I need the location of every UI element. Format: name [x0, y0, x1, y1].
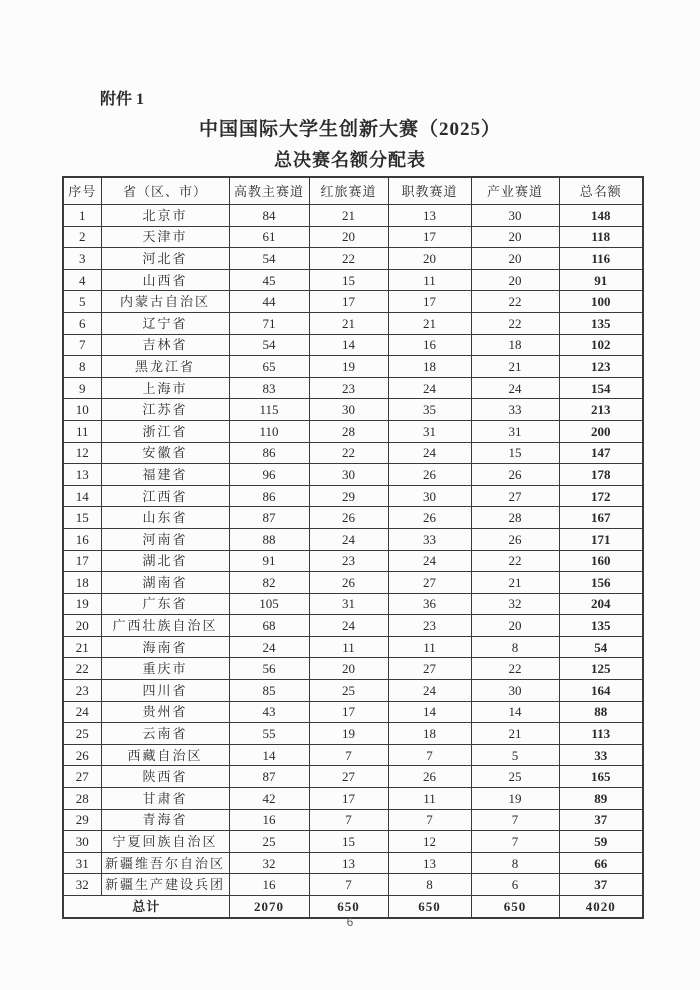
table-cell-index: 7 — [63, 334, 101, 356]
table-cell-total: 37 — [559, 809, 643, 831]
table-row — [63, 507, 643, 529]
table-cell-index: 1 — [63, 205, 101, 227]
table-cell-gaojiao: 25 — [229, 831, 309, 853]
table-cell-honglv: 24 — [309, 615, 388, 637]
table-cell-zhijiao: 30 — [388, 485, 471, 507]
table-cell-zhijiao: 17 — [388, 226, 471, 248]
table-cell-gaojiao: 55 — [229, 723, 309, 745]
table-cell-honglv: 25 — [309, 680, 388, 702]
table-row — [63, 528, 643, 550]
table-cell-honglv: 13 — [309, 852, 388, 874]
table-cell-zhijiao: 31 — [388, 420, 471, 442]
table-cell-zhijiao: 18 — [388, 356, 471, 378]
col-header-province: 省（区、市） — [101, 177, 229, 205]
table-cell-chanye: 33 — [471, 399, 559, 421]
table-row — [63, 334, 643, 356]
table-cell-zhijiao: 27 — [388, 572, 471, 594]
table-row — [63, 680, 643, 702]
table-cell-honglv: 23 — [309, 377, 388, 399]
table-cell-index: 25 — [63, 723, 101, 745]
table-cell-index: 23 — [63, 680, 101, 702]
table-cell-total: 135 — [559, 615, 643, 637]
col-header-index: 序号 — [63, 177, 101, 205]
table-cell-index: 19 — [63, 593, 101, 615]
table-cell-gaojiao: 32 — [229, 852, 309, 874]
table-cell-zhijiao: 12 — [388, 831, 471, 853]
table-cell-honglv: 20 — [309, 658, 388, 680]
table-cell-index: 11 — [63, 420, 101, 442]
table-cell-honglv: 19 — [309, 356, 388, 378]
table-cell-zhijiao: 26 — [388, 507, 471, 529]
table-cell-zhijiao: 33 — [388, 528, 471, 550]
table-cell-total: 88 — [559, 701, 643, 723]
table-cell-zhijiao: 20 — [388, 248, 471, 270]
table-row — [63, 312, 643, 334]
table-cell-zhijiao: 24 — [388, 680, 471, 702]
table-cell-province: 辽宁省 — [101, 312, 229, 334]
table-cell-chanye: 8 — [471, 636, 559, 658]
table-cell-gaojiao: 45 — [229, 269, 309, 291]
document-title: 中国国际大学生创新大赛（2025） — [198, 119, 501, 140]
table-row — [63, 615, 643, 637]
table-cell-province: 重庆市 — [101, 658, 229, 680]
table-cell-gaojiao: 110 — [229, 420, 309, 442]
table-cell-gaojiao: 24 — [229, 636, 309, 658]
table-cell-province: 广西壮族自治区 — [101, 615, 229, 637]
table-cell-honglv: 17 — [309, 291, 388, 313]
table-cell-gaojiao: 42 — [229, 788, 309, 810]
table-cell-province: 北京市 — [101, 205, 229, 227]
table-cell-gaojiao: 115 — [229, 399, 309, 421]
table-cell-honglv: 28 — [309, 420, 388, 442]
table-cell-index: 20 — [63, 615, 101, 637]
table-cell-gaojiao: 56 — [229, 658, 309, 680]
table-cell-province: 湖南省 — [101, 572, 229, 594]
table-row — [63, 744, 643, 766]
table-cell-gaojiao: 84 — [229, 205, 309, 227]
col-header-honglv: 红旅赛道 — [309, 177, 388, 205]
table-cell-index: 4 — [63, 269, 101, 291]
table-cell-total: 204 — [559, 593, 643, 615]
table-cell-province: 海南省 — [101, 636, 229, 658]
table-cell-gaojiao: 86 — [229, 485, 309, 507]
table-row — [63, 356, 643, 378]
table-cell-zhijiao: 26 — [388, 766, 471, 788]
table-row — [63, 269, 643, 291]
table-cell-gaojiao: 43 — [229, 701, 309, 723]
table-cell-chanye: 21 — [471, 356, 559, 378]
table-cell-chanye: 7 — [471, 831, 559, 853]
table-cell-province: 天津市 — [101, 226, 229, 248]
total-overall: 4020 — [559, 896, 643, 918]
table-cell-total: 156 — [559, 572, 643, 594]
table-cell-index: 14 — [63, 485, 101, 507]
table-cell-chanye: 21 — [471, 723, 559, 745]
table-cell-index: 18 — [63, 572, 101, 594]
table-cell-total: 118 — [559, 226, 643, 248]
table-cell-province: 福建省 — [101, 464, 229, 486]
table-row — [63, 809, 643, 831]
table-cell-gaojiao: 85 — [229, 680, 309, 702]
table-cell-total: 165 — [559, 766, 643, 788]
table-cell-province: 新疆生产建设兵团 — [101, 874, 229, 896]
table-cell-chanye: 18 — [471, 334, 559, 356]
table-header-row — [63, 177, 643, 205]
table-cell-chanye: 31 — [471, 420, 559, 442]
table-cell-index: 22 — [63, 658, 101, 680]
table-cell-index: 17 — [63, 550, 101, 572]
table-cell-gaojiao: 86 — [229, 442, 309, 464]
table-cell-gaojiao: 83 — [229, 377, 309, 399]
table-cell-chanye: 14 — [471, 701, 559, 723]
table-cell-total: 200 — [559, 420, 643, 442]
table-cell-chanye: 7 — [471, 809, 559, 831]
table-cell-zhijiao: 17 — [388, 291, 471, 313]
table-cell-chanye: 24 — [471, 377, 559, 399]
table-cell-honglv: 15 — [309, 831, 388, 853]
table-cell-chanye: 26 — [471, 528, 559, 550]
table-cell-total: 37 — [559, 874, 643, 896]
table-cell-chanye: 22 — [471, 550, 559, 572]
table-cell-province: 江西省 — [101, 485, 229, 507]
table-cell-index: 8 — [63, 356, 101, 378]
table-cell-index: 6 — [63, 312, 101, 334]
table-cell-total: 66 — [559, 852, 643, 874]
table-cell-honglv: 22 — [309, 442, 388, 464]
table-cell-chanye: 25 — [471, 766, 559, 788]
table-row — [63, 831, 643, 853]
table-cell-honglv: 19 — [309, 723, 388, 745]
table-cell-index: 30 — [63, 831, 101, 853]
table-cell-chanye: 20 — [471, 615, 559, 637]
table-cell-province: 云南省 — [101, 723, 229, 745]
table-cell-honglv: 26 — [309, 572, 388, 594]
table-cell-zhijiao: 11 — [388, 636, 471, 658]
table-cell-honglv: 17 — [309, 788, 388, 810]
table-row — [63, 593, 643, 615]
table-cell-total: 148 — [559, 205, 643, 227]
table-cell-total: 100 — [559, 291, 643, 313]
col-header-total: 总名额 — [559, 177, 643, 205]
table-cell-zhijiao: 7 — [388, 744, 471, 766]
table-cell-gaojiao: 87 — [229, 507, 309, 529]
table-cell-honglv: 7 — [309, 744, 388, 766]
table-row — [63, 658, 643, 680]
table-cell-gaojiao: 65 — [229, 356, 309, 378]
table-row — [63, 399, 643, 421]
table-row — [63, 788, 643, 810]
table-cell-honglv: 27 — [309, 766, 388, 788]
total-gaojiao: 2070 — [229, 896, 309, 918]
table-cell-gaojiao: 54 — [229, 334, 309, 356]
table-cell-zhijiao: 18 — [388, 723, 471, 745]
table-cell-index: 28 — [63, 788, 101, 810]
table-row — [63, 874, 643, 896]
total-zhijiao: 650 — [388, 896, 471, 918]
table-cell-chanye: 20 — [471, 226, 559, 248]
table-cell-total: 147 — [559, 442, 643, 464]
table-cell-zhijiao: 23 — [388, 615, 471, 637]
attachment-label: 附件 1 — [100, 91, 145, 108]
table-cell-zhijiao: 21 — [388, 312, 471, 334]
table-cell-honglv: 26 — [309, 507, 388, 529]
table-cell-index: 27 — [63, 766, 101, 788]
table-cell-honglv: 21 — [309, 312, 388, 334]
table-row — [63, 572, 643, 594]
table-cell-honglv: 29 — [309, 485, 388, 507]
total-chanye: 650 — [471, 896, 559, 918]
table-cell-honglv: 22 — [309, 248, 388, 270]
table-cell-index: 15 — [63, 507, 101, 529]
table-cell-honglv: 17 — [309, 701, 388, 723]
table-cell-zhijiao: 24 — [388, 550, 471, 572]
table-cell-chanye: 30 — [471, 205, 559, 227]
table-row — [63, 766, 643, 788]
col-header-zhijiao: 职教赛道 — [388, 177, 471, 205]
table-cell-chanye: 32 — [471, 593, 559, 615]
table-cell-gaojiao: 105 — [229, 593, 309, 615]
table-row — [63, 550, 643, 572]
table-cell-province: 河南省 — [101, 528, 229, 550]
table-cell-honglv: 31 — [309, 593, 388, 615]
table-cell-index: 16 — [63, 528, 101, 550]
table-row — [63, 701, 643, 723]
table-cell-zhijiao: 24 — [388, 442, 471, 464]
table-cell-gaojiao: 87 — [229, 766, 309, 788]
table-cell-total: 54 — [559, 636, 643, 658]
table-cell-chanye: 8 — [471, 852, 559, 874]
table-cell-zhijiao: 13 — [388, 852, 471, 874]
table-row — [63, 723, 643, 745]
table-cell-chanye: 20 — [471, 248, 559, 270]
table-cell-total: 91 — [559, 269, 643, 291]
table-cell-total: 116 — [559, 248, 643, 270]
table-cell-index: 31 — [63, 852, 101, 874]
table-cell-province: 青海省 — [101, 809, 229, 831]
table-row — [63, 377, 643, 399]
table-cell-chanye: 19 — [471, 788, 559, 810]
table-cell-chanye: 22 — [471, 291, 559, 313]
table-cell-gaojiao: 16 — [229, 809, 309, 831]
table-cell-honglv: 7 — [309, 809, 388, 831]
table-cell-zhijiao: 27 — [388, 658, 471, 680]
table-cell-zhijiao: 7 — [388, 809, 471, 831]
table-cell-total: 123 — [559, 356, 643, 378]
table-cell-total: 172 — [559, 485, 643, 507]
table-cell-total: 102 — [559, 334, 643, 356]
table-cell-chanye: 30 — [471, 680, 559, 702]
table-cell-index: 5 — [63, 291, 101, 313]
table-row — [63, 442, 643, 464]
total-row-label: 总计 — [63, 896, 229, 918]
table-cell-gaojiao: 61 — [229, 226, 309, 248]
table-cell-index: 2 — [63, 226, 101, 248]
table-cell-total: 178 — [559, 464, 643, 486]
table-cell-total: 213 — [559, 399, 643, 421]
table-cell-chanye: 15 — [471, 442, 559, 464]
document-subtitle: 总决赛名额分配表 — [274, 150, 426, 170]
table-cell-honglv: 14 — [309, 334, 388, 356]
table-cell-honglv: 21 — [309, 205, 388, 227]
table-row — [63, 420, 643, 442]
table-cell-chanye: 6 — [471, 874, 559, 896]
table-cell-index: 3 — [63, 248, 101, 270]
table-cell-total: 171 — [559, 528, 643, 550]
table-cell-total: 164 — [559, 680, 643, 702]
table-cell-total: 33 — [559, 744, 643, 766]
table-cell-honglv: 15 — [309, 269, 388, 291]
table-cell-province: 西藏自治区 — [101, 744, 229, 766]
table-cell-gaojiao: 14 — [229, 744, 309, 766]
table-cell-chanye: 20 — [471, 269, 559, 291]
table-cell-chanye: 22 — [471, 658, 559, 680]
table-cell-province: 甘肃省 — [101, 788, 229, 810]
table-cell-honglv: 30 — [309, 464, 388, 486]
table-cell-gaojiao: 71 — [229, 312, 309, 334]
total-honglv: 650 — [309, 896, 388, 918]
table-row — [63, 291, 643, 313]
table-cell-province: 河北省 — [101, 248, 229, 270]
table-cell-honglv: 11 — [309, 636, 388, 658]
table-cell-province: 山东省 — [101, 507, 229, 529]
table-cell-zhijiao: 26 — [388, 464, 471, 486]
table-cell-province: 浙江省 — [101, 420, 229, 442]
quota-table — [62, 176, 644, 919]
table-cell-province: 新疆维吾尔自治区 — [101, 852, 229, 874]
table-cell-gaojiao: 16 — [229, 874, 309, 896]
table-cell-total: 160 — [559, 550, 643, 572]
table-cell-chanye: 28 — [471, 507, 559, 529]
table-cell-index: 29 — [63, 809, 101, 831]
table-cell-gaojiao: 54 — [229, 248, 309, 270]
table-cell-zhijiao: 11 — [388, 788, 471, 810]
table-cell-gaojiao: 68 — [229, 615, 309, 637]
table-row — [63, 485, 643, 507]
table-cell-province: 陕西省 — [101, 766, 229, 788]
table-cell-total: 167 — [559, 507, 643, 529]
table-cell-province: 贵州省 — [101, 701, 229, 723]
table-row — [63, 464, 643, 486]
table-cell-index: 9 — [63, 377, 101, 399]
table-cell-zhijiao: 13 — [388, 205, 471, 227]
table-cell-province: 广东省 — [101, 593, 229, 615]
table-cell-honglv: 24 — [309, 528, 388, 550]
table-row — [63, 248, 643, 270]
table-cell-province: 安徽省 — [101, 442, 229, 464]
table-cell-honglv: 7 — [309, 874, 388, 896]
table-cell-total: 125 — [559, 658, 643, 680]
table-cell-province: 湖北省 — [101, 550, 229, 572]
table-cell-gaojiao: 44 — [229, 291, 309, 313]
table-cell-total: 154 — [559, 377, 643, 399]
table-cell-chanye: 27 — [471, 485, 559, 507]
table-cell-index: 13 — [63, 464, 101, 486]
table-cell-zhijiao: 36 — [388, 593, 471, 615]
table-cell-zhijiao: 35 — [388, 399, 471, 421]
table-cell-index: 21 — [63, 636, 101, 658]
table-cell-index: 12 — [63, 442, 101, 464]
table-cell-province: 四川省 — [101, 680, 229, 702]
table-cell-gaojiao: 91 — [229, 550, 309, 572]
col-header-chanye: 产业赛道 — [471, 177, 559, 205]
table-cell-chanye: 21 — [471, 572, 559, 594]
page-number: 6 — [346, 915, 354, 929]
table-cell-gaojiao: 82 — [229, 572, 309, 594]
col-header-gaojiao: 高教主赛道 — [229, 177, 309, 205]
table-cell-index: 10 — [63, 399, 101, 421]
table-row — [63, 205, 643, 227]
table-cell-honglv: 23 — [309, 550, 388, 572]
table-cell-index: 26 — [63, 744, 101, 766]
table-cell-province: 黑龙江省 — [101, 356, 229, 378]
table-cell-index: 32 — [63, 874, 101, 896]
table-cell-total: 135 — [559, 312, 643, 334]
table-cell-chanye: 5 — [471, 744, 559, 766]
table-cell-gaojiao: 96 — [229, 464, 309, 486]
table-cell-zhijiao: 24 — [388, 377, 471, 399]
table-cell-honglv: 30 — [309, 399, 388, 421]
table-cell-zhijiao: 8 — [388, 874, 471, 896]
table-cell-province: 上海市 — [101, 377, 229, 399]
table-cell-gaojiao: 88 — [229, 528, 309, 550]
table-cell-zhijiao: 14 — [388, 701, 471, 723]
table-row — [63, 852, 643, 874]
table-cell-total: 59 — [559, 831, 643, 853]
table-cell-province: 内蒙古自治区 — [101, 291, 229, 313]
table-cell-total: 113 — [559, 723, 643, 745]
table-cell-province: 宁夏回族自治区 — [101, 831, 229, 853]
table-cell-zhijiao: 11 — [388, 269, 471, 291]
table-cell-chanye: 22 — [471, 312, 559, 334]
table-cell-honglv: 20 — [309, 226, 388, 248]
table-cell-zhijiao: 16 — [388, 334, 471, 356]
table-cell-province: 吉林省 — [101, 334, 229, 356]
table-cell-province: 江苏省 — [101, 399, 229, 421]
table-cell-province: 山西省 — [101, 269, 229, 291]
table-cell-chanye: 26 — [471, 464, 559, 486]
table-row — [63, 226, 643, 248]
table-cell-total: 89 — [559, 788, 643, 810]
table-row — [63, 636, 643, 658]
table-cell-index: 24 — [63, 701, 101, 723]
